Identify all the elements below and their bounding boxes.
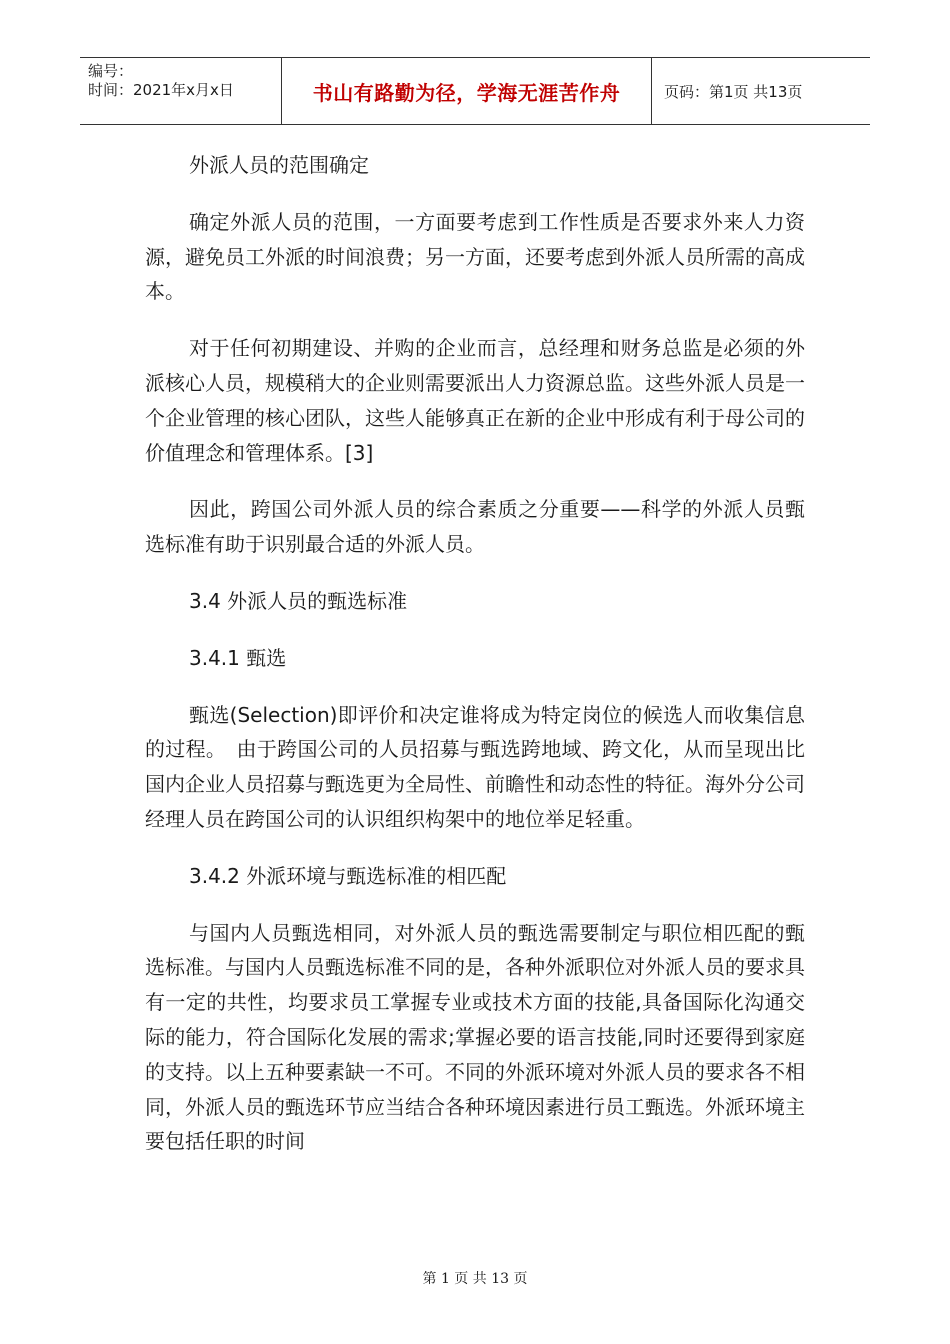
number-label: 编号： (88, 62, 134, 80)
header-page-info: 页码：第1页 共13页 (664, 82, 803, 101)
header-meta (80, 58, 282, 124)
header-motto: 书山有路勤为径，学海无涯苦作舟 (312, 80, 621, 105)
body-paragraph: 因此，跨国公司外派人员的综合素质之分重要——科学的外派人员甄选标准有助于识别最合适的外派人员。 (145, 497, 805, 557)
body-paragraph: 甄选(Selection)即评价和决定谁将成为特定岗位的候选人而收集信息的过程。 由于跨国公司的人员招募与甄选跨地域、跨文化，从而呈现出比国内企业人员招募与甄选更为全局性、前瞻性和动态性的特征。海外分公司经理人员在跨国公司的认识组织构架中的地位举足轻重。 (145, 702, 805, 831)
body-paragraph: 与国内人员甄选相同，对外派人员的甄选需要制定与职位相匹配的甄选标准。与国内人员甄选标准不同的是，各种外派职位对外派人员的要求具有一定的共性，均要求员工掌握专业或技术方面的技能,具备国际化沟通交际的能力，符合国际化发展的需求;掌握必要的语言技能,同时还要得到家庭的支持。以上五种要素缺一不可。不同的外派环境对外派人员的要求各不相同，外派人员的甄选环节应当结合各种环境因素进行员工甄选。外派环境主要包括任职的时间 (145, 920, 805, 1154)
page-header (80, 57, 870, 125)
section-heading: 外派人员的范围确定 (189, 153, 369, 177)
section-heading-3-4-2: 3.4.2 外派环境与甄选标准的相匹配 (189, 863, 507, 888)
section-heading-3-4-1: 3.4.1 甄选 (189, 645, 287, 670)
page-footer: 第 1 页 共 13 页 (422, 1271, 528, 1287)
body-paragraph: 确定外派人员的范围，一方面要考虑到工作性质是否要求外来人力资源，避免员工外派的时间浪费；另一方面，还要考虑到外派人员所需的高成本。 (145, 209, 805, 304)
header-motto-cell (282, 58, 652, 124)
body-paragraph: 对于任何初期建设、并购的企业而言，总经理和财务总监是必须的外派核心人员，规模稍大的企业则需要派出人力资源总监。这些外派人员是一个企业管理的核心团队，这些人能够真正在新的企业中形成有利于母公司的价值理念和管理体系。[3] (145, 336, 805, 465)
date-label: 时间：2021年x月x日 (88, 81, 234, 99)
document-body (145, 148, 805, 1181)
section-heading-3-4: 3.4 外派人员的甄选标准 (189, 588, 408, 613)
